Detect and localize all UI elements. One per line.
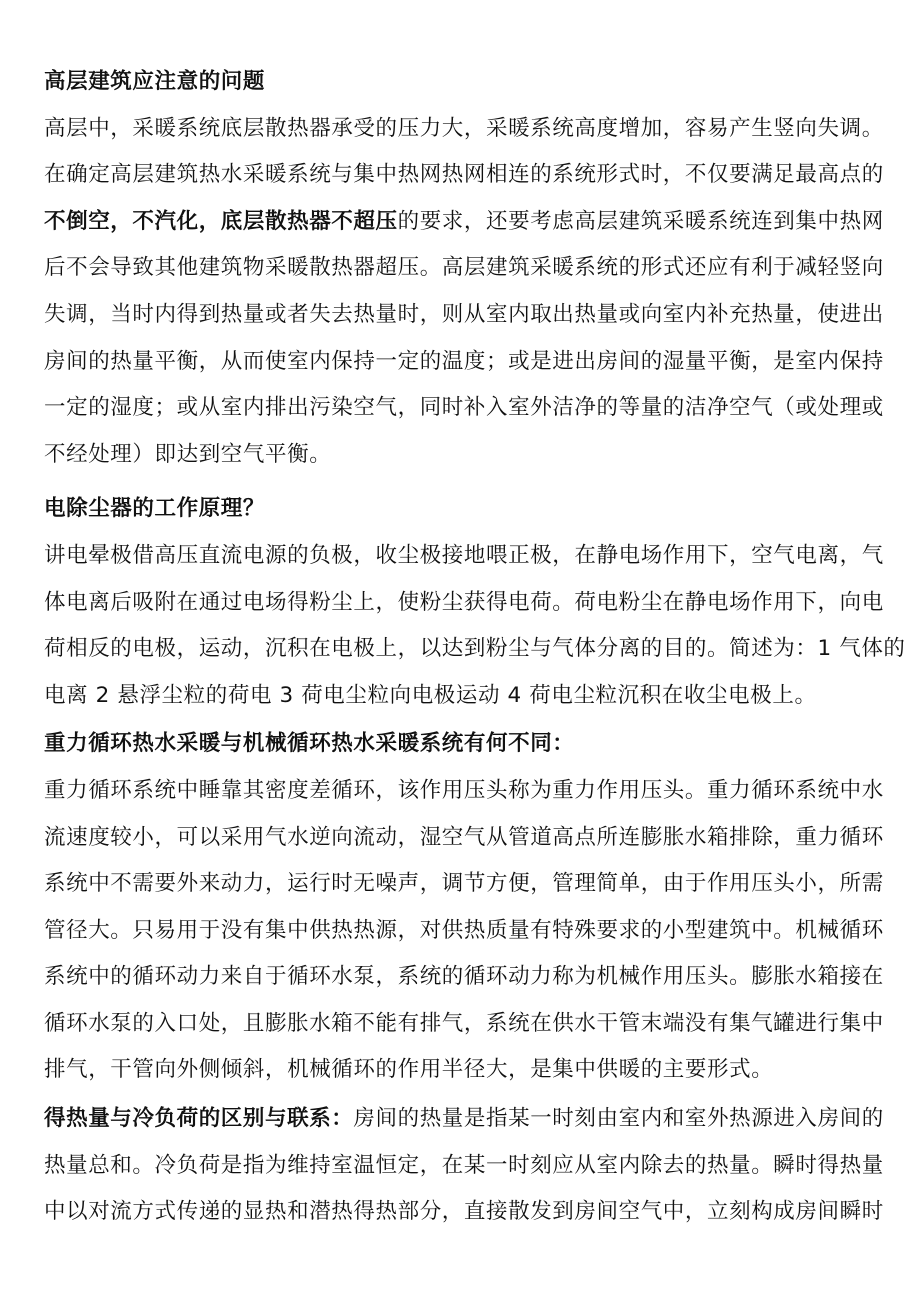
paragraph-line xyxy=(44,815,884,862)
text-run: 重力循环系统中睡靠其密度差循环，该作用压头称为重力作用压头。重力循环系统中水 xyxy=(44,777,884,803)
paragraph-line xyxy=(44,580,884,627)
text-run: 循环水泵的入口处，且膨胀水箱不能有排气，系统在供水干管末端没有集气罐进行集中 xyxy=(44,1010,884,1036)
bold-text: 不倒空，不汽化，底层散热器不超压 xyxy=(44,208,398,234)
paragraph-line xyxy=(44,626,906,673)
text-run: 体电离后吸附在通过电场得粉尘上，使粉尘获得电荷。荷电粉尘在静电场作用下，向电 xyxy=(44,589,884,615)
paragraph-line xyxy=(44,1143,884,1190)
paragraph-line xyxy=(44,199,884,246)
section xyxy=(44,486,906,719)
text-run: 系统中不需要外来动力，运行时无噪声，调节方便，管理简单，由于作用压头小，所需 xyxy=(44,871,884,897)
text-run: 房间的热量是指某一时刻由室内和室外热源进入房间的 xyxy=(353,1106,884,1132)
text-run: 不经处理）即达到空气平衡。 xyxy=(44,441,332,467)
section xyxy=(44,59,884,478)
paragraph-line xyxy=(44,152,884,199)
section-heading: 重力循环热水采暖与机械循环热水采暖系统有何不同： xyxy=(44,731,575,757)
section xyxy=(44,721,884,1094)
text-run: 中以对流方式传递的显热和潜热得热部分，直接散发到房间空气中，立刻构成房间瞬时 xyxy=(44,1199,884,1225)
paragraph-line xyxy=(44,106,884,153)
paragraph-line xyxy=(44,1001,884,1048)
text-run: 讲电晕极借高压直流电源的负极，收尘极接地喂正极，在静电场作用下，空气电离，气 xyxy=(44,542,884,568)
paragraph-line xyxy=(44,908,884,955)
paragraph-line xyxy=(44,1189,884,1236)
paragraph-line xyxy=(44,292,884,339)
paragraph-line xyxy=(44,1047,884,1094)
text-run: 电离 2 悬浮尘粒的荷电 3 荷电尘粒向电极运动 4 荷电尘粒沉积在收尘电极上。 xyxy=(44,682,817,708)
document-body xyxy=(44,59,906,1238)
paragraph-line xyxy=(44,339,884,386)
text-run: 流速度较小，可以采用气水逆向流动，湿空气从管道高点所连膨胀水箱排除，重力循环 xyxy=(44,824,884,850)
text-run: 的要求，还要考虑高层建筑采暖系统连到集中热网 xyxy=(397,208,884,234)
paragraph-line xyxy=(44,432,884,479)
paragraph-line xyxy=(44,673,884,720)
paragraph-line xyxy=(44,1096,884,1143)
text-run: 失调，当时内得到热量或者失去热量时，则从室内取出热量或向室内补充热量，使进出 xyxy=(44,301,884,327)
text-run: 后不会导致其他建筑物采暖散热器超压。高层建筑采暖系统的形式还应有利于减轻竖向 xyxy=(44,255,884,281)
section-heading: 高层建筑应注意的问题 xyxy=(44,69,266,94)
paragraph-line xyxy=(44,245,884,292)
paragraph-line xyxy=(44,385,884,432)
text-run: 高层中，采暖系统底层散热器承受的压力大，采暖系统高度增加，容易产生竖向失调。 xyxy=(44,115,884,141)
paragraph-line xyxy=(44,861,884,908)
text-run: 热量总和。冷负荷是指为维持室温恒定，在某一时刻应从室内除去的热量。瞬时得热量 xyxy=(44,1152,884,1178)
text-run: 在确定高层建筑热水采暖系统与集中热网热网相连的系统形式时，不仅要满足最高点的 xyxy=(44,162,884,188)
paragraph-line xyxy=(44,533,884,580)
text-run: 荷相反的电极，运动，沉积在电极上，以达到粉尘与气体分离的目的。简述为：1 气体的 xyxy=(44,636,906,662)
text-run: 房间的热量平衡，从而使室内保持一定的温度；或是进出房间的湿量平衡，是室内保持 xyxy=(44,348,884,374)
text-run: 管径大。只易用于没有集中供热热源，对供热质量有特殊要求的小型建筑中。机械循环 xyxy=(44,917,884,943)
bold-text: 得热量与冷负荷的区别与联系： xyxy=(44,1106,354,1132)
paragraph-line xyxy=(44,768,884,815)
section xyxy=(44,1096,884,1236)
text-run: 系统中的循环动力来自于循环水泵，系统的循环动力称为机械作用压头。膨胀水箱接在 xyxy=(44,964,884,990)
text-run: 排气，干管向外侧倾斜，机械循环的作用半径大，是集中供暖的主要形式。 xyxy=(44,1057,774,1083)
paragraph-line xyxy=(44,954,884,1001)
section-heading: 电除尘器的工作原理？ xyxy=(44,496,266,522)
text-run: 一定的湿度；或从室内排出污染空气，同时补入室外洁净的等量的洁净空气（或处理或 xyxy=(44,395,884,421)
